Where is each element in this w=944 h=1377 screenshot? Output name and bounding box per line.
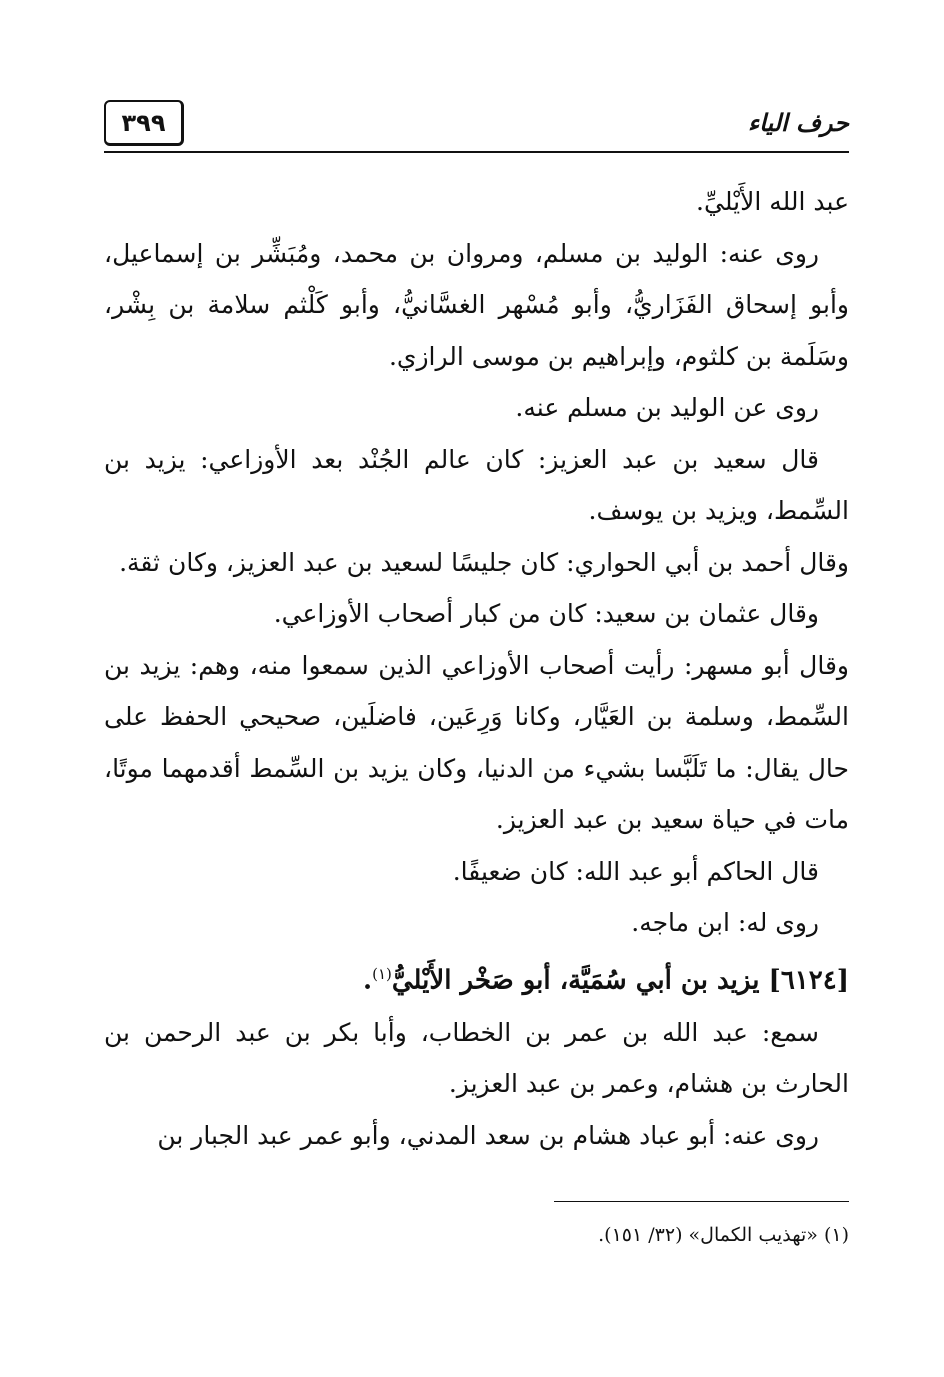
paragraph: روى عن الوليد بن مسلم عنه. xyxy=(515,393,819,422)
entry-heading xyxy=(104,949,849,1007)
paragraph: قال سعيد بن عبد العزيز: كان عالم الجُنْد بعد الأوزاعي: يزيد بن السِّمط، ويزيد بن يوسف. xyxy=(104,444,849,525)
paragraph-narrators-from: روى عنه: أبو عباد هشام بن سعد المدني، وأبو عمر عبد الجبار بن xyxy=(157,1120,819,1150)
paragraph: وقال أبو مسهر: رأيت أصحاب الأوزاعي الذين سمعوا منه، وهم: يزيد بن السِّمط، وسلمة بن العَيَّار، وكانا وَرِعَين، فاضلَين، صحيحي الحفظ على حال يقال: ما تَلَبَّسا بشيء من الدنيا، وكان يزيد بن السِّمط أقدمهما موتًا، مات في حياة سعيد بن عبد العزيز. xyxy=(104,650,849,834)
footnote-divider xyxy=(554,1201,849,1202)
paragraph-narrators-from: روى عنه: الوليد بن مسلم، ومروان بن محمد، ومُبَشِّر بن إسماعيل، وأبو إسحاق الفَزَاريُّ، وأبو مُسْهر الغسَّانيُّ، وأبو كَلْثم سلامة بن بِشْر، وسَلَمة بن كلثوم، وإبراهيم بن موسى الرازي. xyxy=(104,238,849,371)
paragraph-heard-from: سمع: عبد الله بن عمر بن الخطاب، وأبا بكر بن عبد الرحمن بن الحارث بن هشام، وعمر بن عبد العزيز. xyxy=(104,1017,849,1099)
entry-heading-text: [٦١٢٤] يزيد بن أبي سُمَيَّة، أبو صَخْر الأَيْليُّ xyxy=(391,965,849,996)
running-title: حرف الياء xyxy=(747,108,849,137)
footnote-reference: (١) xyxy=(372,964,392,983)
footnote-1: (١) «تهذيب الكمال» (٣٢/ ١٥١). xyxy=(598,1224,849,1246)
paragraph-continuation: عبد الله الأَيْليِّ. xyxy=(696,187,849,216)
paragraph: وقال أحمد بن أبي الحواري: كان جليسًا لسعيد بن عبد العزيز، وكان ثقة. xyxy=(119,547,849,577)
paragraph: وقال عثمان بن سعيد: كان من كبار أصحاب الأوزاعي. xyxy=(273,599,819,628)
header-divider xyxy=(104,151,849,153)
paragraph: روى له: ابن ماجه. xyxy=(631,908,819,937)
page-header xyxy=(104,100,849,156)
footnotes xyxy=(104,1218,849,1252)
page-number: ٣٩٩ xyxy=(104,100,184,146)
entry-heading-end: . xyxy=(363,965,373,996)
main-text xyxy=(104,176,849,1161)
paragraph: قال الحاكم أبو عبد الله: كان ضعيفًا. xyxy=(452,856,819,886)
